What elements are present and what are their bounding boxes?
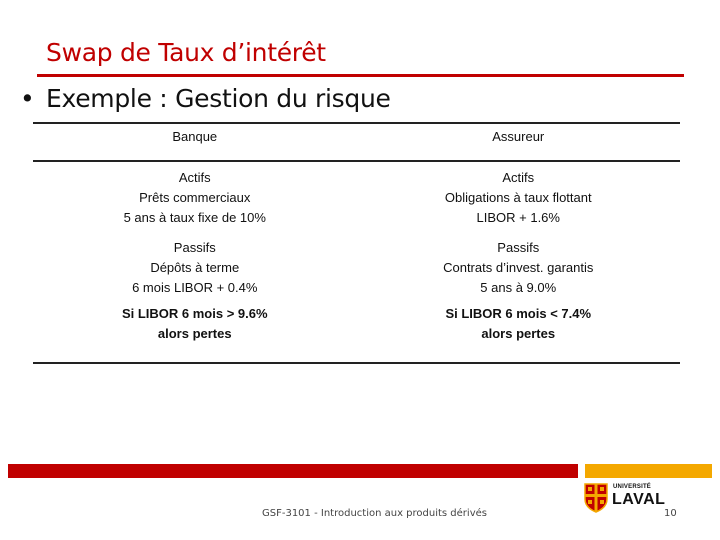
risk-table: [33, 122, 680, 364]
cell-line: alors pertes: [481, 326, 556, 341]
footer-red-bar: [8, 464, 578, 478]
cell-line: 5 ans à taux fixe de 10%: [123, 210, 266, 225]
bullet-symbol: •: [20, 84, 35, 113]
cell-line: Passifs: [497, 240, 540, 255]
bullet-text: Exemple : Gestion du risque: [46, 84, 391, 113]
cell-line: Obligations à taux flottant: [444, 190, 592, 205]
cell-line: LIBOR + 1.6%: [476, 210, 560, 225]
header-assureur: Assureur: [492, 129, 545, 144]
universite-laval-logo: [584, 481, 664, 517]
title-underline: [37, 74, 684, 77]
cell-line: Prêts commerciaux: [139, 190, 251, 205]
cell-line: Actifs: [502, 170, 535, 185]
cell-assureur-passifs: [357, 238, 681, 304]
header-banque: Banque: [172, 129, 218, 144]
cell-assureur-actifs: [357, 168, 681, 234]
table-row-pertes: [33, 304, 680, 362]
cell-banque-passifs: [33, 238, 357, 304]
cell-banque-actifs: [33, 168, 357, 234]
cell-line: Passifs: [173, 240, 216, 255]
cell-line: 5 ans à 9.0%: [480, 280, 557, 295]
bullet-item: [20, 84, 391, 113]
cell-line: Si LIBOR 6 mois > 9.6%: [121, 306, 268, 321]
page-number: 10: [664, 508, 677, 519]
table-row-passifs: [33, 234, 680, 304]
table-header-row: [33, 124, 680, 162]
cell-line: Dépôts à terme: [150, 260, 240, 275]
cell-line: alors pertes: [157, 326, 232, 341]
cell-line: Si LIBOR 6 mois < 7.4%: [445, 306, 592, 321]
slide-title: Swap de Taux d’intérêt: [46, 38, 326, 67]
cell-banque-pertes: [33, 304, 357, 362]
logo-text-laval: LAVAL: [612, 491, 666, 508]
cell-line: Actifs: [178, 170, 211, 185]
cell-assureur-pertes: [357, 304, 681, 362]
table-row-actifs: [33, 162, 680, 234]
cell-line: 6 mois LIBOR + 0.4%: [132, 280, 258, 295]
logo-text-universite: UNIVERSITÉ: [613, 484, 652, 490]
footer-course-title: GSF-3101 - Introduction aux produits dérivés: [262, 508, 487, 519]
cell-line: Contrats d’invest. garantis: [443, 260, 594, 275]
universite-laval-crest-icon: [584, 483, 608, 513]
footer-yellow-bar: [585, 464, 712, 478]
